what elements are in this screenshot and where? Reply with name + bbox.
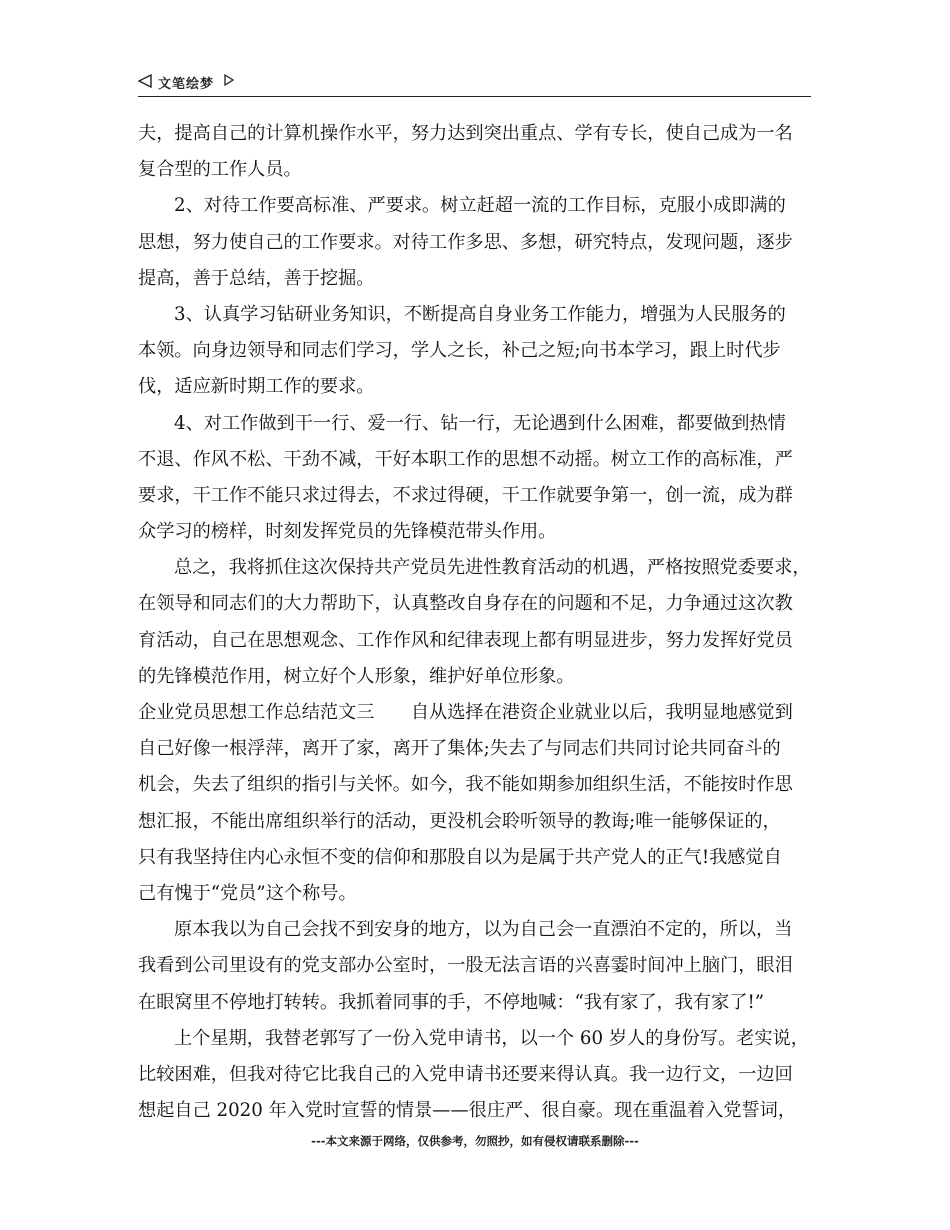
text-line: 不退、作风不松、干劲不减，干好本职工作的思想不动摇。树立工作的高标准，严 [138,448,793,470]
text-line: 要求，干工作不能只求过得去，不求过得硬，干工作就要争第一，创一流，成为群 [138,484,793,506]
text-line: 比较困难，但我对待它比我自己的入党申请书还要来得认真。我一边行文，一边回 [138,1063,793,1085]
text-line: 在眼窝里不停地打转转。我抓着同事的手，不停地喊：“我有家了，我有家了!” [138,991,765,1013]
text-line: 原本我以为自己会找不到安身的地方，以为自己会一直漂泊不定的，所以，当 [174,919,793,941]
text-line: 夫，提高自己的计算机操作水平，努力达到突出重点、学有专长，使自己成为一名 [138,123,793,144]
text-line: 复合型的工作人员。 [138,159,302,181]
footer-disclaimer: ---本文来源于网络，仅供参考，勿照抄，如有侵权请联系删除--- [311,1134,639,1148]
brand-label: 文笔绘梦 [158,77,215,92]
triangle-right-icon [224,74,234,86]
text-line: 3、认真学习钻研业务知识，不断提高自身业务工作能力，增强为人民服务的 [174,303,786,325]
text-line: 在领导和同志们的大力帮助下，认真整改自身存在的问题和不足，力争通过这次教 [138,593,793,615]
text-line: 4、对工作做到干一行、爱一行、钻一行，无论遇到什么困难，都要做到热情 [174,412,786,434]
text-line: 提高，善于总结，善于挖掘。 [138,267,375,289]
text-line: 本领。向身边领导和同志们学习，学人之长，补己之短;向书本学习，跟上时代步 [138,340,781,362]
text-line: 己有愧于“党员”这个称号。 [138,882,357,904]
text-line: 企业党员思想工作总结范文三 自从选择在港资企业就业以后，我明显地感觉到 [138,702,793,723]
text-line: 思想，努力使自己的工作要求。对待工作多思、多想，研究特点，发现问题，逐步 [138,231,793,253]
text-line: 的先锋模范作用，树立好个人形象，维护好单位形象。 [138,665,575,687]
document-body [138,116,814,1129]
text-line: 伐，适应新时期工作的要求。 [138,376,375,398]
page-header [138,68,811,97]
text-line: 总之，我将抓住这次保持共产党员先进性教育活动的机遇，严格按照党委要求， [174,557,811,579]
text-line: 众学习的榜样，时刻发挥党员的先锋模范带头作用。 [138,521,557,543]
text-line: 想起自己 2020 年入党时宣誓的情景——很庄严、很自豪。现在重温着入党誓词， [138,1100,797,1122]
text-line: 上个星期，我替老郭写了一份入党申请书，以一个 60 岁人的身份写。老实说， [174,1027,809,1049]
text-line: 想汇报，不能出席组织举行的活动，更没机会聆听领导的教诲;唯一能够保证的， [138,810,781,832]
text-line: 育活动，自己在思想观念、工作作风和纪律表现上都有明显进步，努力发挥好党员 [138,629,793,651]
text-line: 2、对待工作要高标准、严要求。树立赶超一流的工作目标，克服小成即满的 [174,195,786,217]
text-line: 自己好像一根浮萍，离开了家，离开了集体;失去了与同志们共同讨论共同奋斗的 [138,738,781,760]
text-line: 我看到公司里设有的党支部办公室时，一股无法言语的兴喜霎时间冲上脑门，眼泪 [138,955,793,977]
text-line: 机会，失去了组织的指引与关怀。如今，我不能如期参加组织生活，不能按时作思 [138,774,793,796]
triangle-left-icon [138,74,152,88]
text-line: 只有我坚持住内心永恒不变的信仰和那股自以为是属于共产党人的正气!我感觉自 [138,846,782,868]
